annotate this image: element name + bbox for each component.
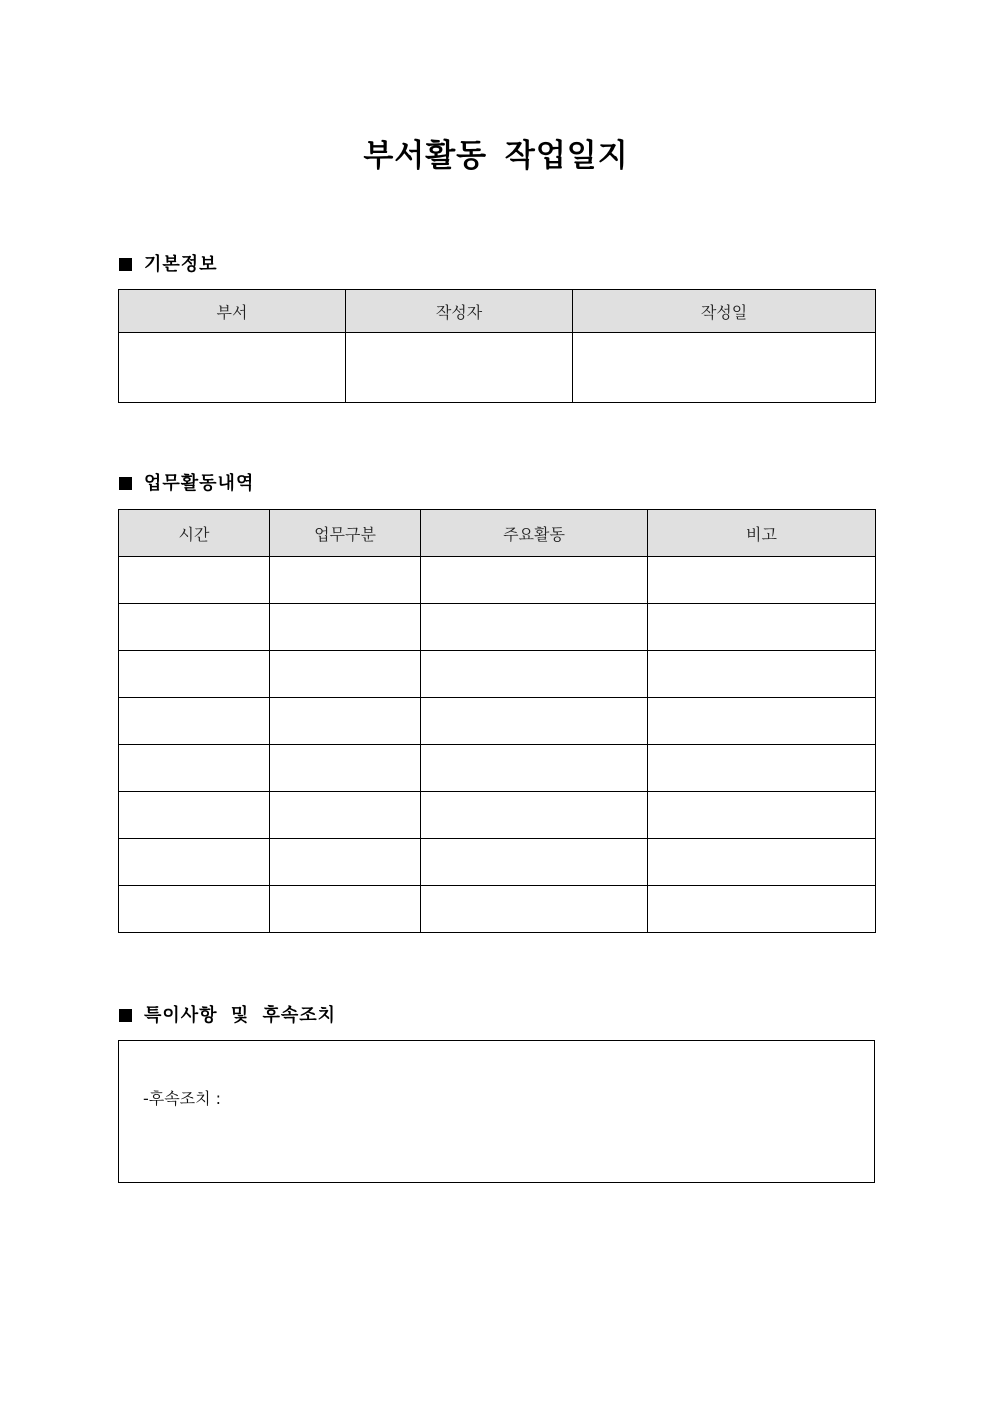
activity-col-time: 시간 <box>119 510 270 557</box>
time-cell[interactable] <box>119 557 270 604</box>
category-cell[interactable] <box>270 604 421 651</box>
activity-col-category: 업무구분 <box>270 510 421 557</box>
main-activity-cell[interactable] <box>421 745 648 792</box>
author-cell[interactable] <box>346 333 573 403</box>
remarks-cell[interactable] <box>648 557 876 604</box>
table-row <box>119 333 876 403</box>
notes-box[interactable] <box>118 1040 875 1183</box>
follow-up-label: -후속조치 : <box>143 1089 222 1108</box>
table-row <box>119 745 876 792</box>
department-cell[interactable] <box>119 333 346 403</box>
table-row <box>119 839 876 886</box>
remarks-cell[interactable] <box>648 698 876 745</box>
main-activity-cell[interactable] <box>421 698 648 745</box>
main-activity-cell[interactable] <box>421 557 648 604</box>
remarks-cell[interactable] <box>648 651 876 698</box>
basic-info-heading-text: 기본정보 <box>144 254 218 275</box>
category-cell[interactable] <box>270 651 421 698</box>
date-cell[interactable] <box>573 333 876 403</box>
category-cell[interactable] <box>270 886 421 933</box>
table-row <box>119 604 876 651</box>
page-title: 부서활동 작업일지 <box>363 138 629 174</box>
square-bullet-icon <box>119 477 132 490</box>
activity-table <box>118 509 876 933</box>
basic-info-col-author: 작성자 <box>346 290 573 333</box>
activity-heading <box>119 471 254 497</box>
table-row <box>119 792 876 839</box>
category-cell[interactable] <box>270 698 421 745</box>
category-cell[interactable] <box>270 557 421 604</box>
main-activity-cell[interactable] <box>421 839 648 886</box>
time-cell[interactable] <box>119 792 270 839</box>
basic-info-col-date: 작성일 <box>573 290 876 333</box>
remarks-cell[interactable] <box>648 886 876 933</box>
category-cell[interactable] <box>270 839 421 886</box>
main-activity-cell[interactable] <box>421 604 648 651</box>
activity-col-remarks: 비고 <box>648 510 876 557</box>
square-bullet-icon <box>119 1009 132 1022</box>
table-row <box>119 698 876 745</box>
basic-info-table <box>118 289 876 403</box>
basic-info-heading <box>119 252 218 278</box>
time-cell[interactable] <box>119 604 270 651</box>
time-cell[interactable] <box>119 651 270 698</box>
notes-heading <box>119 1003 336 1029</box>
remarks-cell[interactable] <box>648 604 876 651</box>
activity-heading-text: 업무활동내역 <box>144 473 255 494</box>
category-cell[interactable] <box>270 792 421 839</box>
time-cell[interactable] <box>119 839 270 886</box>
remarks-cell[interactable] <box>648 792 876 839</box>
main-activity-cell[interactable] <box>421 886 648 933</box>
category-cell[interactable] <box>270 745 421 792</box>
activity-col-main-activity: 주요활동 <box>421 510 648 557</box>
table-row <box>119 651 876 698</box>
notes-heading-text: 특이사항 및 후속조치 <box>144 1005 337 1026</box>
main-activity-cell[interactable] <box>421 651 648 698</box>
table-row <box>119 557 876 604</box>
time-cell[interactable] <box>119 886 270 933</box>
table-row <box>119 886 876 933</box>
main-activity-cell[interactable] <box>421 792 648 839</box>
time-cell[interactable] <box>119 698 270 745</box>
remarks-cell[interactable] <box>648 839 876 886</box>
basic-info-col-department: 부서 <box>119 290 346 333</box>
remarks-cell[interactable] <box>648 745 876 792</box>
time-cell[interactable] <box>119 745 270 792</box>
square-bullet-icon <box>119 258 132 271</box>
